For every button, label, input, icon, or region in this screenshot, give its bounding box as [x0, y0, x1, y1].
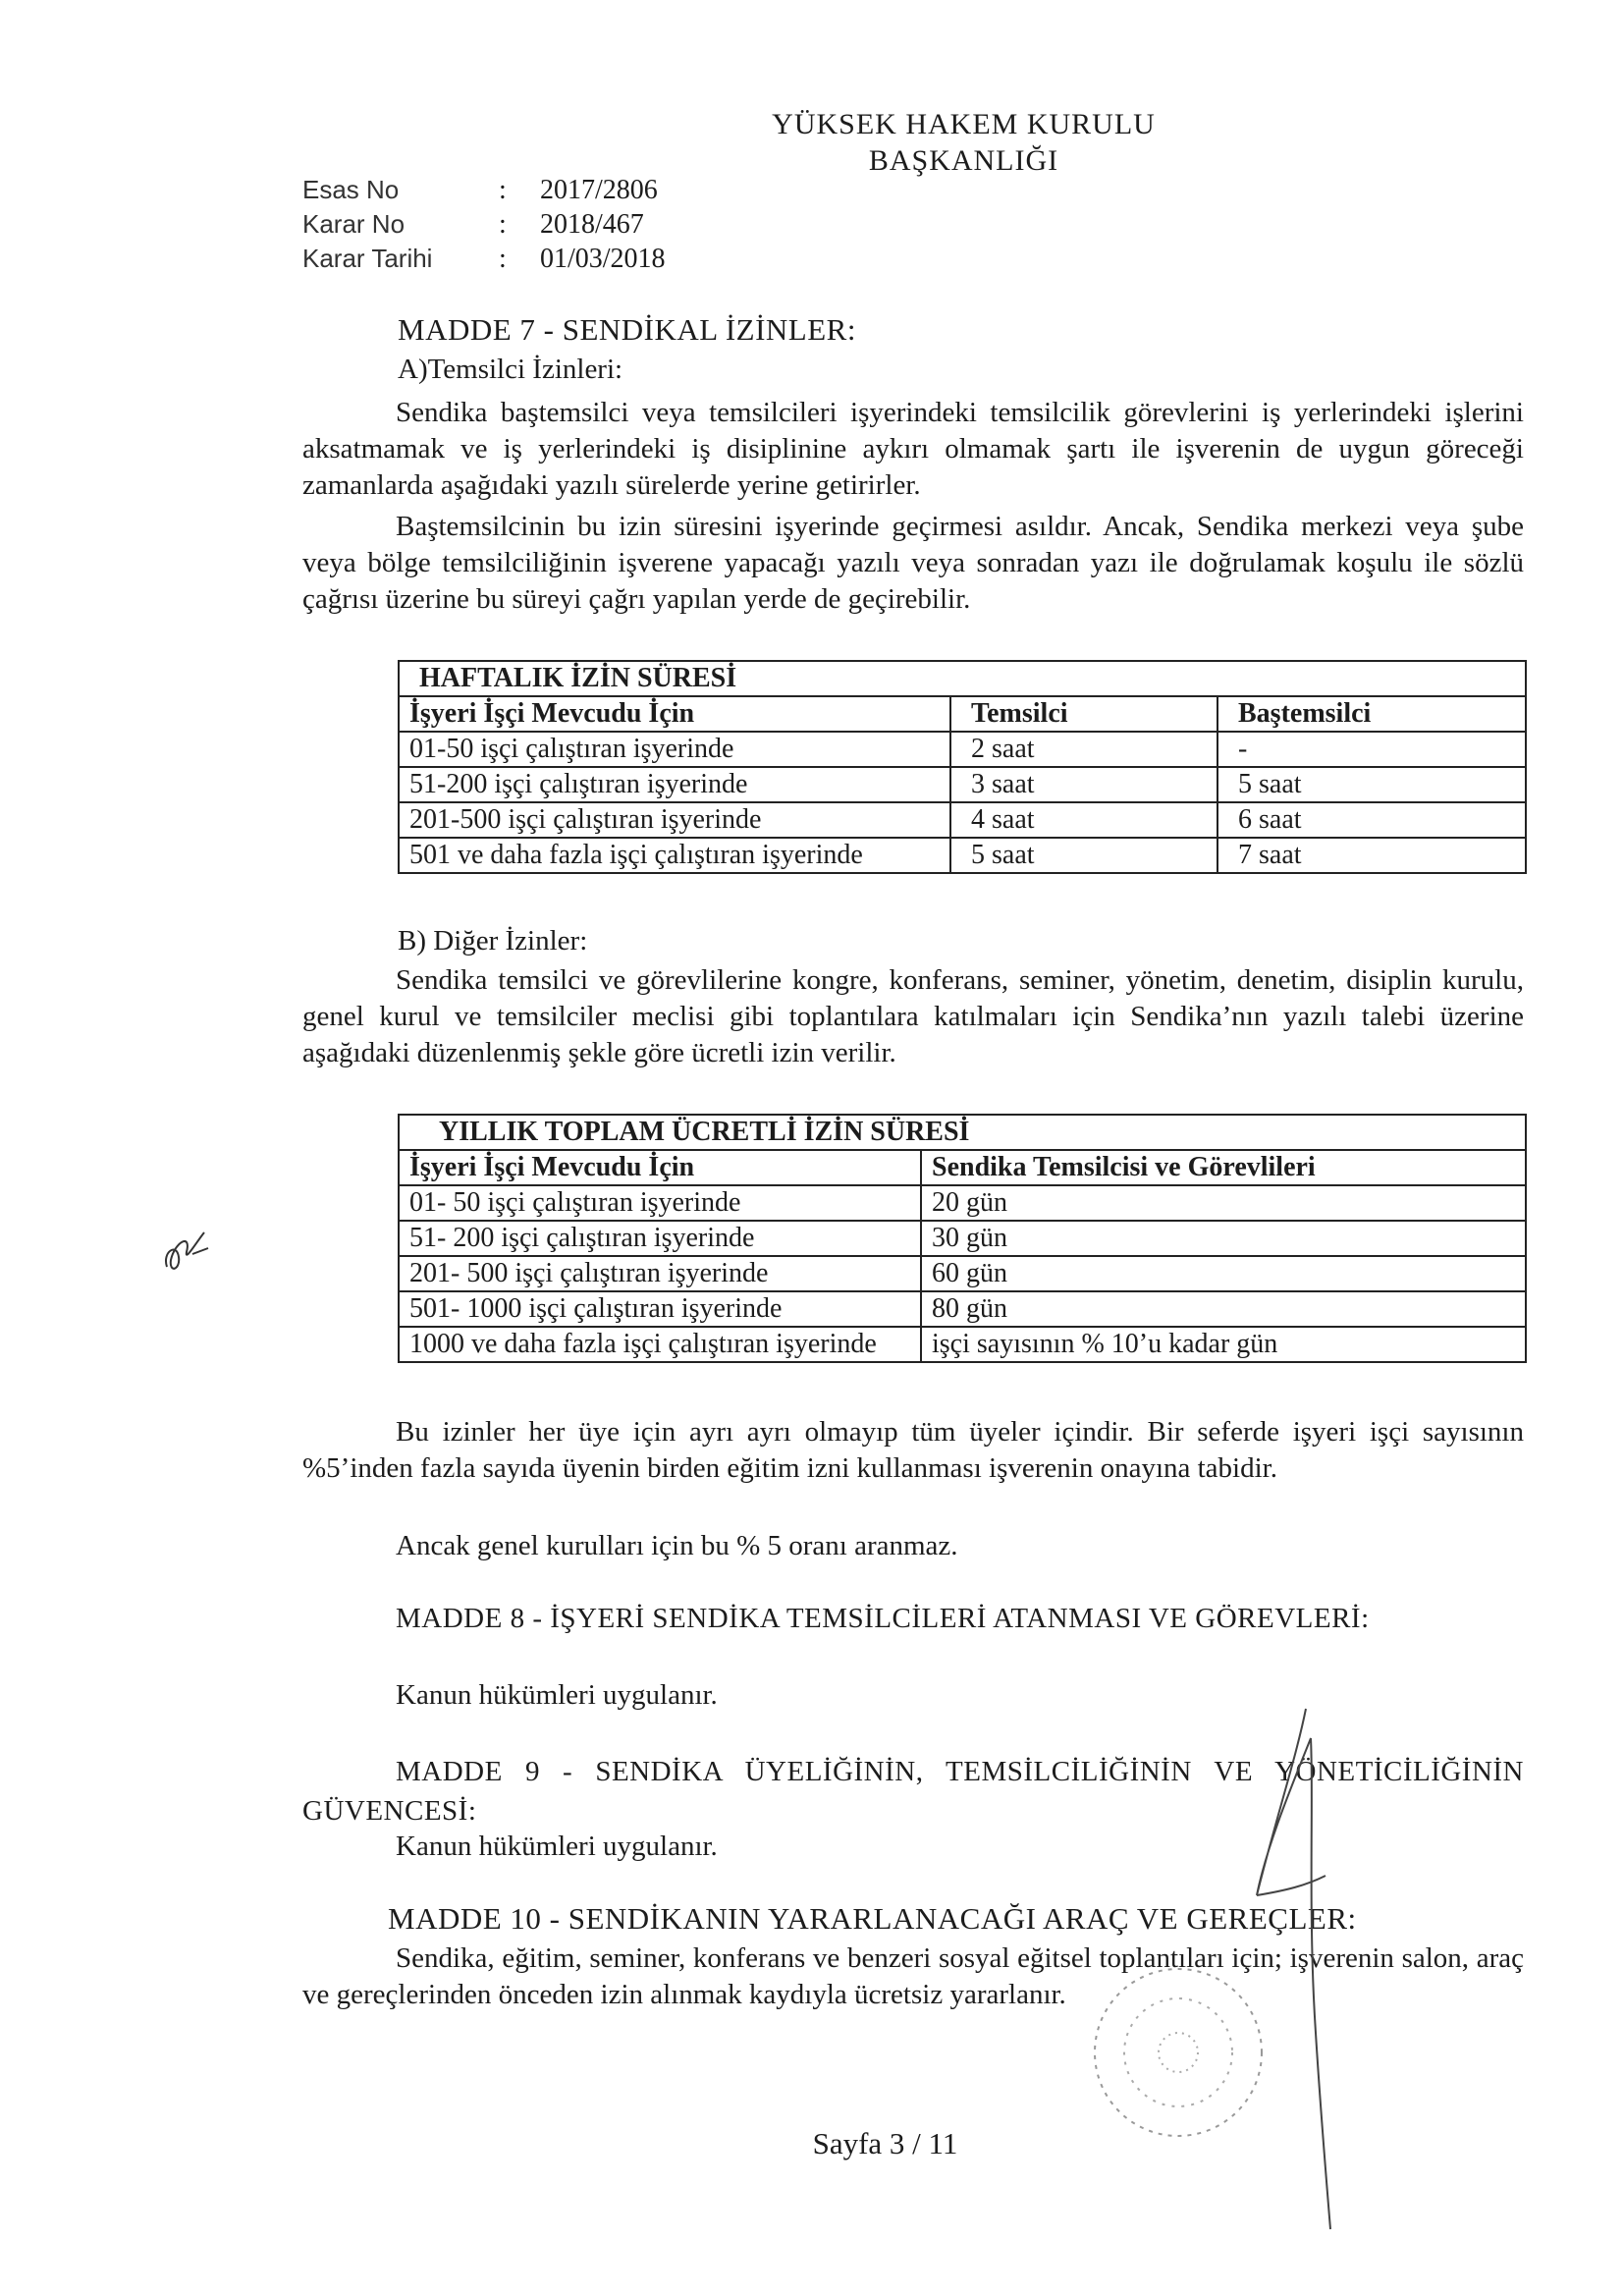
madde9-body: Kanun hükümleri uygulanır. — [396, 1831, 718, 1862]
table-cell: 20 gün — [921, 1185, 1526, 1221]
madde10-body: Sendika, eğitim, seminer, konferans ve benzeri sosyal eğitsel toplantıları için; işverenin salon, araç ve gereçlerinden önceden izin alınmak kaydıyla ücretsiz yararlanır. — [302, 1942, 1524, 2010]
table-row — [399, 767, 1526, 802]
table-cell: 5 saat — [950, 838, 1217, 873]
table-cell: 60 gün — [921, 1256, 1526, 1291]
header-line-1: YÜKSEK HAKEM KURULU — [772, 108, 1156, 140]
meta-colon: : — [499, 209, 507, 240]
madde8-title: MADDE 8 - İŞYERİ SENDİKA TEMSİLCİLERİ ATANMASI VE GÖREVLERİ: — [396, 1603, 1370, 1634]
table-cell: 01- 50 işçi çalıştıran işyerinde — [399, 1185, 921, 1221]
madde7-paragraph-4: Bu izinler her üye için ayrı ayrı olmayıp tüm üyeler içindir. Bir seferde işyeri işçi sayısının %5’inden fazla sayıda üyenin birden eğitim izni kullanması işverenin onayına tabidir. — [302, 1416, 1524, 1484]
meta-key: Karar Tarihi — [302, 244, 433, 273]
table-title: HAFTALIK İZİN SÜRESİ — [399, 661, 1526, 696]
madde7-title: MADDE 7 - SENDİKAL İZİNLER: — [398, 312, 856, 347]
table-cell: - — [1217, 732, 1526, 767]
table-title-row — [399, 661, 1526, 696]
case-meta — [302, 173, 666, 276]
meta-row-esas — [302, 173, 666, 207]
meta-row-karar — [302, 207, 666, 242]
table-row — [399, 1221, 1526, 1256]
meta-value: 2017/2806 — [540, 175, 658, 205]
table-cell: 5 saat — [1217, 767, 1526, 802]
table-row — [399, 1256, 1526, 1291]
table-cell: 51- 200 işçi çalıştıran işyerinde — [399, 1221, 921, 1256]
table-cell: 30 gün — [921, 1221, 1526, 1256]
madde7-paragraph-1: Sendika baştemsilci veya temsilcileri işyerindeki temsilcilik görevlerini iş yerlerindeki işlerini aksatmamak ve iş yerlerindeki iş disiplinine aykırı olmamak şartı ile işverenin de uygun göreceği zamanlarda aşağıdaki yazılı sürelerde yerine getirirler. — [302, 397, 1524, 501]
table-cell: 2 saat — [950, 732, 1217, 767]
table-row — [399, 1291, 1526, 1327]
header-line-2: BAŞKANLIĞI — [868, 144, 1059, 177]
table-header-cell: İşyeri İşçi Mevcudu İçin — [399, 1150, 921, 1185]
madde9-title: MADDE 9 - SENDİKA ÜYELİĞİNİN, TEMSİLCİLİĞİNİN VE YÖNETİCİLİĞİNİN GÜVENCESİ: — [302, 1756, 1524, 1827]
table-cell: 501- 1000 işçi çalıştıran işyerinde — [399, 1291, 921, 1327]
madde7-paragraph-5: Ancak genel kurulları için bu % 5 oranı aranmaz. — [396, 1530, 958, 1561]
table-header-cell: Temsilci — [950, 696, 1217, 732]
table-cell: 3 saat — [950, 767, 1217, 802]
table-header-cell: İşyeri İşçi Mevcudu İçin — [399, 696, 950, 732]
document-header — [0, 106, 1623, 179]
table-cell: 501 ve daha fazla işçi çalıştıran işyerinde — [399, 838, 950, 873]
meta-colon: : — [499, 244, 507, 274]
table-cell: 1000 ve daha fazla işçi çalıştıran işyerinde — [399, 1327, 921, 1362]
meta-key: Esas No — [302, 175, 400, 204]
table-title: YILLIK TOPLAM ÜCRETLİ İZİN SÜRESİ — [399, 1115, 1526, 1150]
table-title-row — [399, 1115, 1526, 1150]
weekly-leave-table — [398, 660, 1527, 874]
madde8-body: Kanun hükümleri uygulanır. — [396, 1679, 718, 1711]
meta-row-tarih — [302, 242, 666, 276]
table-row — [399, 1185, 1526, 1221]
madde7-sub-b: B) Diğer İzinler: — [398, 925, 588, 957]
table-header-row — [399, 1150, 1526, 1185]
table-cell: 7 saat — [1217, 838, 1526, 873]
meta-value: 01/03/2018 — [540, 244, 666, 274]
table-cell: 01-50 işçi çalıştıran işyerinde — [399, 732, 950, 767]
table-header-cell: Baştemsilci — [1217, 696, 1526, 732]
meta-key: Karar No — [302, 209, 406, 239]
official-stamp — [1031, 1935, 1286, 2156]
page-number: Sayfa 3 / 11 — [812, 2126, 958, 2160]
annual-leave-table — [398, 1114, 1527, 1363]
table-cell: 4 saat — [950, 802, 1217, 838]
table-header-cell: Sendika Temsilcisi ve Görevlileri — [921, 1150, 1526, 1185]
table-cell: 201-500 işçi çalıştıran işyerinde — [399, 802, 950, 838]
margin-initials-mark — [157, 1213, 216, 1286]
table-row — [399, 802, 1526, 838]
table-cell: 201- 500 işçi çalıştıran işyerinde — [399, 1256, 921, 1291]
madde7-sub-a: A)Temsilci İzinleri: — [398, 354, 623, 385]
table-cell: işçi sayısının % 10’u kadar gün — [921, 1327, 1526, 1362]
table-cell: 51-200 işçi çalıştıran işyerinde — [399, 767, 950, 802]
madde7-paragraph-3: Sendika temsilci ve görevlilerine kongre, konferans, seminer, yönetim, denetim, disiplin kurulu, genel kurul ve temsilciler meclisi gibi toplantılara katılmaları için Sendika’nın yazılı talebi üzerine aşağıdaki düzenlenmiş şekle göre ücretli izin verilir. — [302, 964, 1524, 1068]
table-row — [399, 732, 1526, 767]
meta-colon: : — [499, 175, 507, 205]
madde10-title: MADDE 10 - SENDİKANIN YARARLANACAĞI ARAÇ VE GEREÇLER: — [388, 1901, 1357, 1936]
table-row — [399, 1327, 1526, 1362]
table-cell: 6 saat — [1217, 802, 1526, 838]
meta-value: 2018/467 — [540, 209, 644, 240]
table-row — [399, 838, 1526, 873]
madde7-paragraph-2: Baştemsilcinin bu izin süresini işyerinde geçirmesi asıldır. Ancak, Sendika merkezi veya şube veya bölge temsilciliğinin işverene yapacağı yazılı veya sonradan yazı ile doğrulamak koşulu ile sözlü çağrısı üzerine bu süreyi çağrı yapılan yerde de geçirebilir. — [302, 511, 1524, 615]
table-cell: 80 gün — [921, 1291, 1526, 1327]
table-header-row — [399, 696, 1526, 732]
